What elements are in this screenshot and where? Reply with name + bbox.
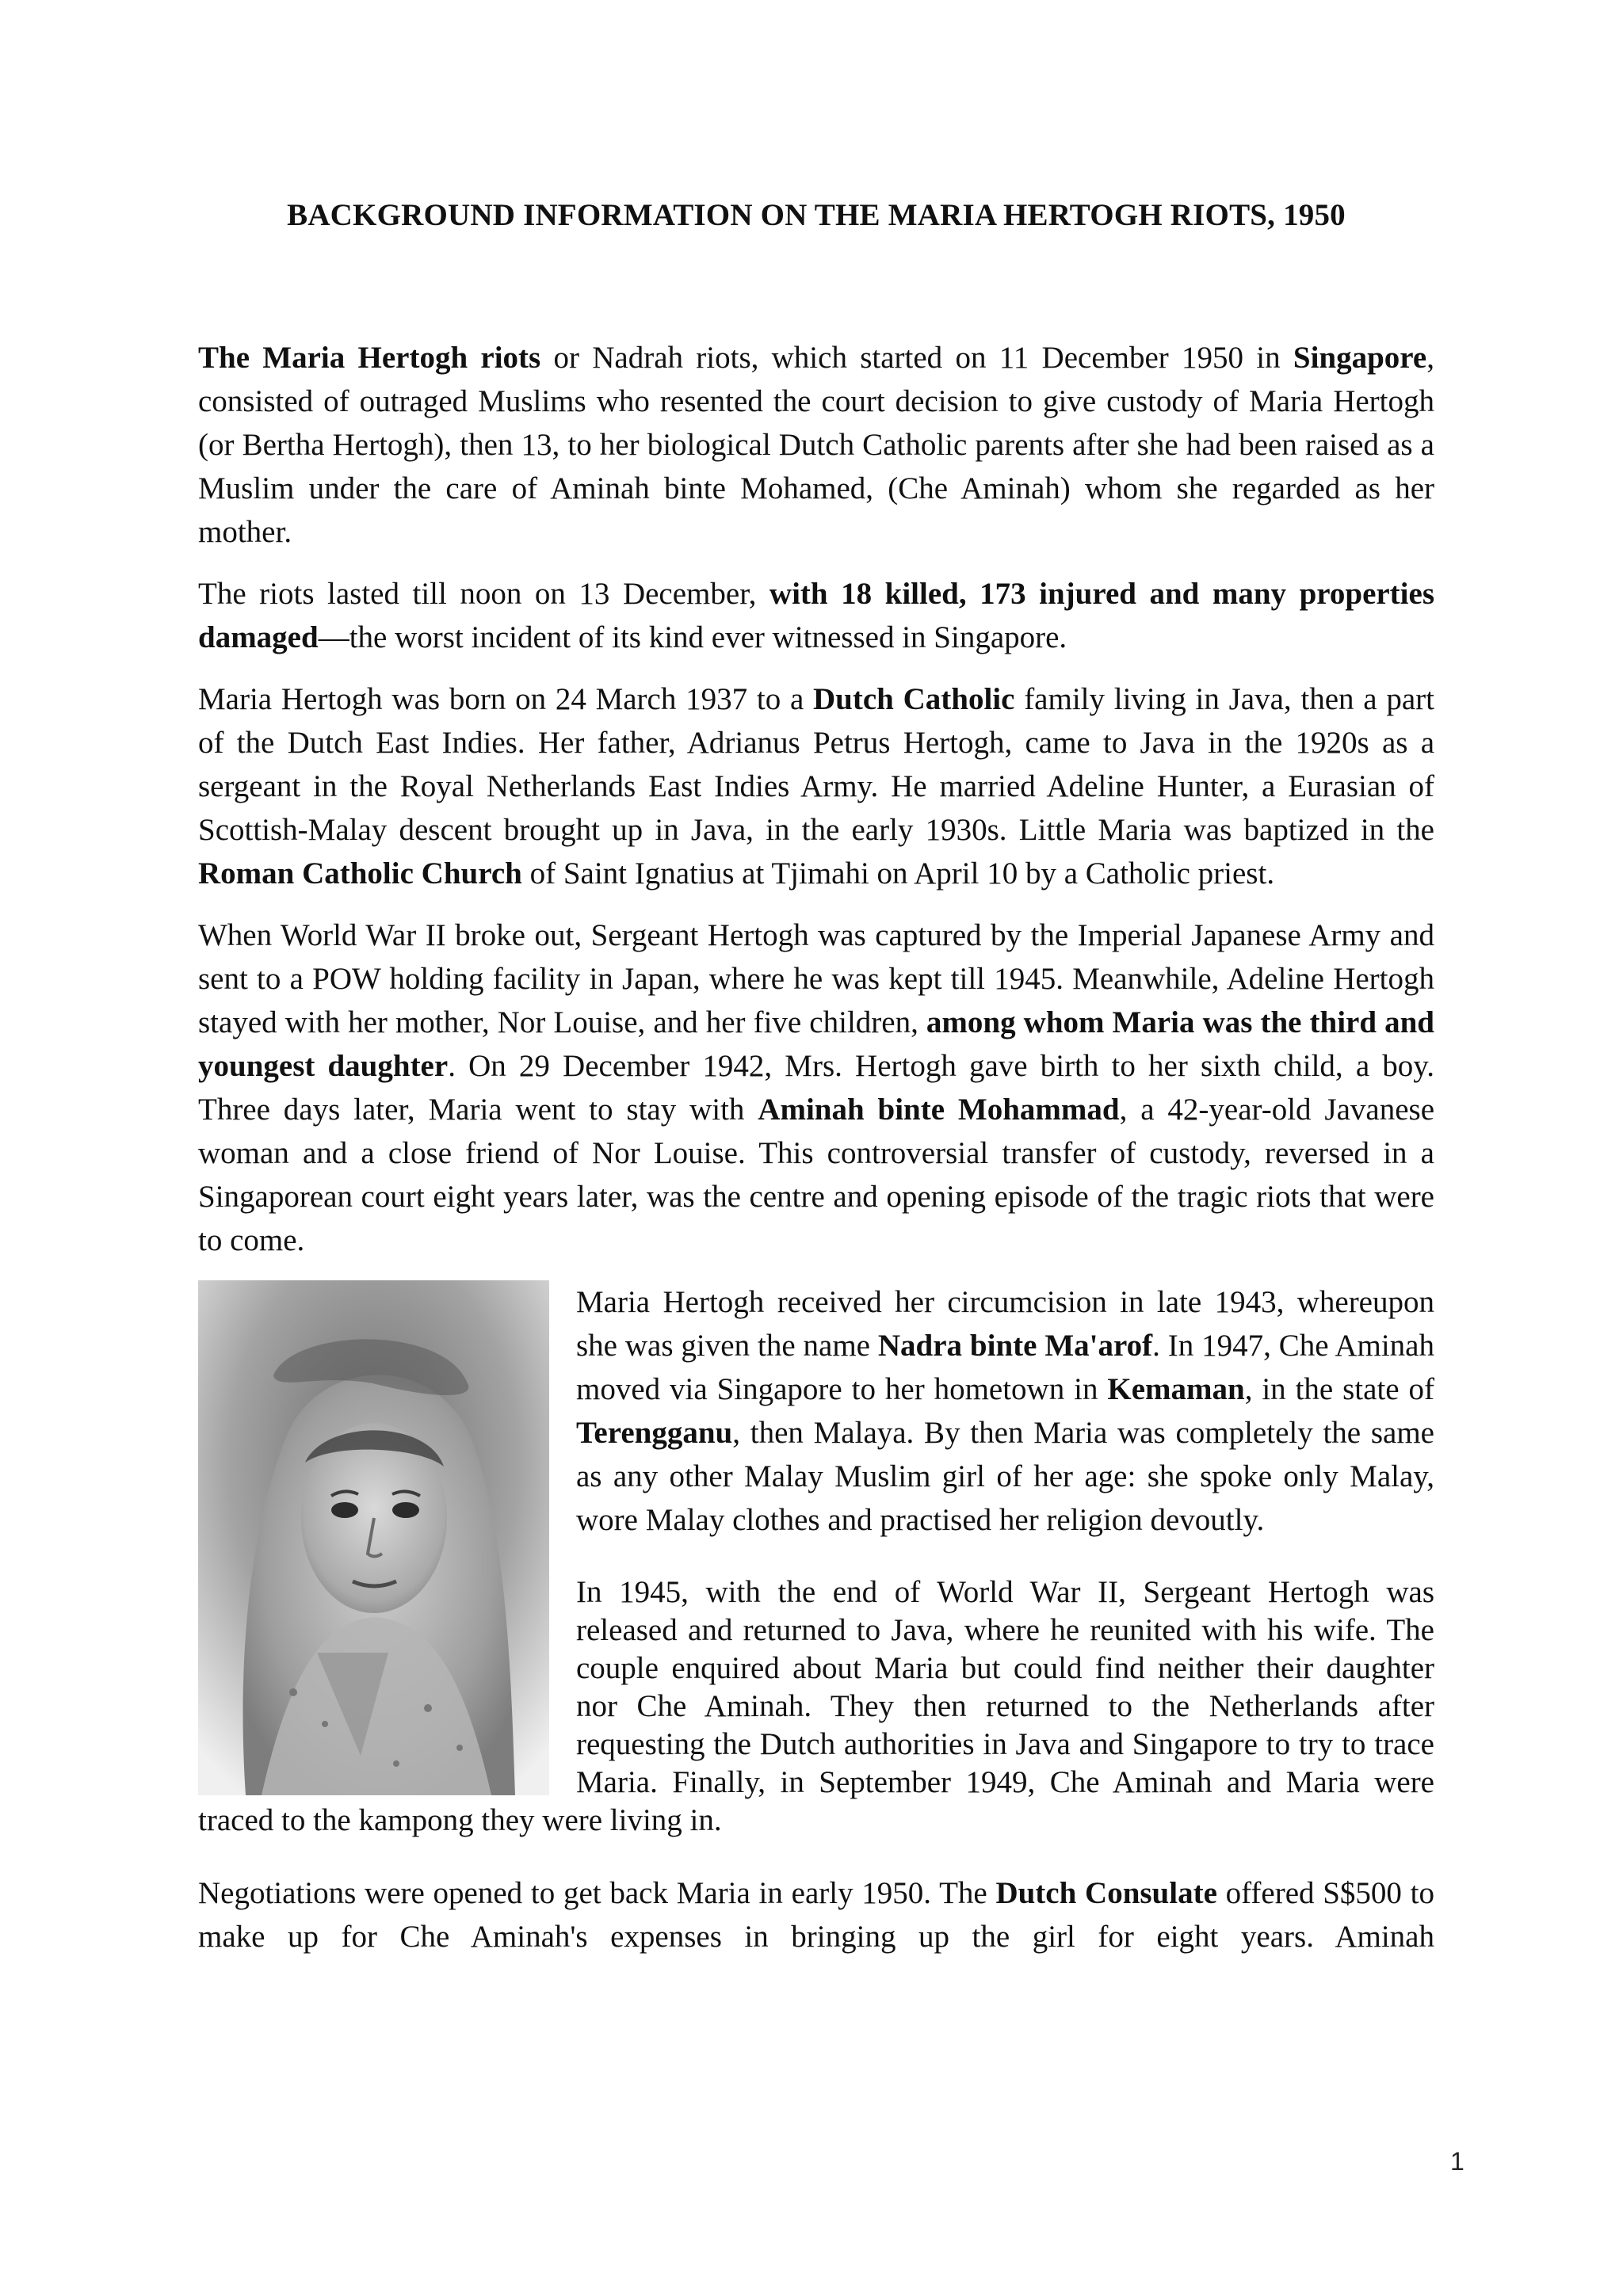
text-run: . On 29 December 1942, Mrs. Hertogh gave birth to her sixth child, a boy. Three days later, Maria went to stay with [198,1049,1434,1127]
bold-phrase: among whom Maria was the third and youngest daughter [198,1005,1434,1083]
text-run: —the worst incident of its kind ever witnessed in Singapore. [318,620,1067,654]
text-run: In 1945, with the end of World War II, Sergeant Hertogh was released and returned to Java, where he reunited with his wife. The couple enquired about Maria but could find neither their daughter nor Che Aminah. They then returned to the Netherlands after requesting the Dutch authorities in Java and Singapore to try to trace Maria. Finally, in September 1949, Che Aminah and Maria were traced to the kampong they were living in. [198,1575,1434,1837]
bold-phrase: Nadra binte Ma'arof [877,1329,1153,1363]
text-run: of Saint Ignatius at Tjimahi on April 10 by a Catholic priest. [521,856,1275,891]
text-run: family living in Java, then a part of the Dutch East Indies. Her father, Adrianus Petrus Hertogh, came to Java in the 1920s as a sergeant in the Royal Netherlands East Indies Army. He married Adeline Hunter, a Eurasian of Scottish-Malay descent brought up in Java, in the early 1930s. Little Maria was baptized in the [198,682,1434,847]
portrait-illustration [198,1280,549,1795]
text-run: , a 42-year-old Javanese woman and a close friend of Nor Louise. This controversial transfer of custody, reversed in a Singaporean court eight years later, was the centre and opening episode of the tragic riots that were to come. [198,1093,1435,1257]
bold-phrase: Terengganu [576,1416,733,1450]
bold-phrase: Singapore [1293,341,1427,375]
page-title: BACKGROUND INFORMATION ON THE MARIA HERTOGH RIOTS, 1950 [287,198,1346,232]
text-run: , in the state of [1244,1372,1434,1406]
text-run: . In 1947, Che Aminah moved via Singapore to her hometown in [576,1329,1434,1406]
bold-phrase: Dutch Consulate [995,1876,1217,1910]
paragraph-negotiations [198,1871,1434,1958]
page-number: 1 [1450,2147,1465,2176]
text-run: , then Malaya. By then Maria was completely the same as any other Malay Muslim girl of her age: she spoke only Malay, wore Malay clothes and practised her religion devoutly. [576,1416,1434,1537]
paragraph-war [198,913,1434,1262]
paragraph-intro [198,336,1434,554]
text-run: or Nadrah riots, which started on 11 December 1950 in [540,341,1293,375]
text-run: Negotiations were opened to get back Maria in early 1950. The [198,1876,996,1910]
text-run: The riots lasted till noon on 13 December, [198,577,769,611]
bold-phrase: Aminah binte Mohammad [758,1093,1120,1127]
bold-phrase: Kemaman [1107,1372,1245,1406]
document-body [198,336,1434,1977]
paragraph-casualties [198,572,1434,659]
bold-phrase: with 18 killed, 173 injured and many properties damaged [198,577,1434,654]
text-run: Maria Hertogh was born on 24 March 1937 to a [198,682,814,716]
text-run: When World War II broke out, Sergeant Hertogh was captured by the Imperial Japanese Army and sent to a POW holding facility in Japan, where he was kept till 1945. Meanwhile, Adeline Hertogh stayed with her mother, Nor Louise, and her five children, [198,918,1434,1039]
bold-phrase: Dutch Catholic [813,682,1015,716]
photo-section [198,1280,1434,1840]
text-run: Maria Hertogh received her circumcision in late 1943, whereupon she was given the name [576,1285,1434,1363]
bold-phrase: The Maria Hertogh riots [198,341,541,375]
maria-hertogh-photo [198,1280,549,1795]
text-run: offered S$500 to make up for Che Aminah's expenses in bringing up the girl for eight years. Aminah [198,1876,1434,1954]
bold-phrase: Roman Catholic Church [198,856,522,891]
paragraph-birth [198,677,1434,895]
text-run: , consisted of outraged Muslims who resented the court decision to give custody of Maria Hertogh (or Bertha Hertogh), then 13, to her biological Dutch Catholic parents after she had been raised as a Muslim under the care of Aminah binte Mohamed, (Che Aminah) whom she regarded as her mother. [198,341,1434,549]
